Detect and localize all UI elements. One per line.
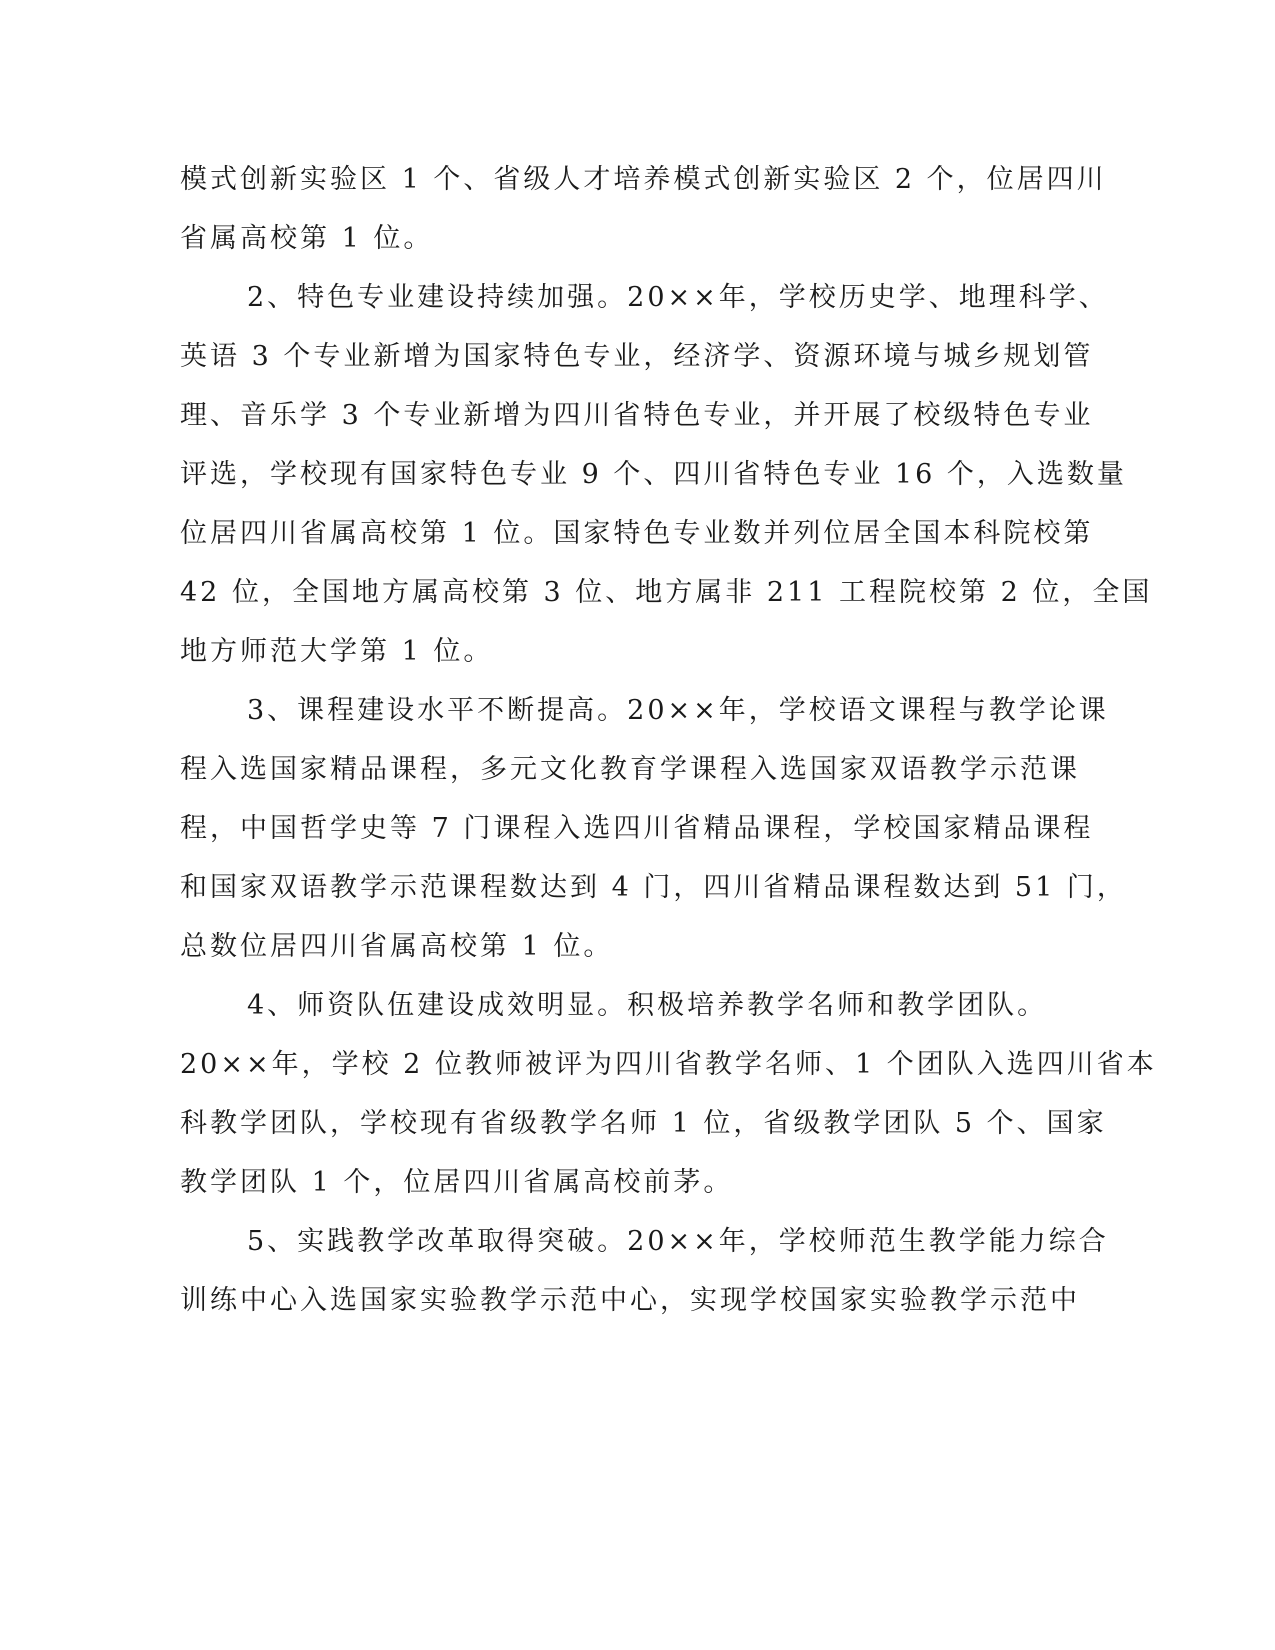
paragraph-2-start: 2、特色专业建设持续加强。20××年，学校历史学、地理科学、 bbox=[247, 282, 1109, 313]
paragraph-5-start: 5、实践教学改革取得突破。20××年，学校师范生教学能力综合 bbox=[247, 1226, 1109, 1257]
text-line: 评选，学校现有国家特色专业 9 个、四川省特色专业 16 个，入选数量 bbox=[180, 459, 1127, 490]
text-line: 总数位居四川省属高校第 1 位。 bbox=[180, 931, 614, 962]
text-line: 模式创新实验区 1 个、省级人才培养模式创新实验区 2 个，位居四川 bbox=[180, 164, 1107, 195]
text-line: 科教学团队，学校现有省级教学名师 1 位，省级教学团队 5 个、国家 bbox=[180, 1108, 1107, 1139]
paragraph-3-start: 3、课程建设水平不断提高。20××年，学校语文课程与教学论课 bbox=[247, 695, 1109, 726]
document-page bbox=[180, 150, 1157, 1330]
paragraph-4-start: 4、师资队伍建设成效明显。积极培养教学名师和教学团队。 bbox=[247, 990, 1048, 1021]
text-line: 42 位，全国地方属高校第 3 位、地方属非 211 工程院校第 2 位，全国 bbox=[180, 577, 1153, 608]
text-line: 地方师范大学第 1 位。 bbox=[180, 636, 494, 667]
text-line: 训练中心入选国家实验教学示范中心，实现学校国家实验教学示范中 bbox=[180, 1285, 1080, 1316]
text-line: 和国家双语教学示范课程数达到 4 门，四川省精品课程数达到 51 门， bbox=[180, 872, 1127, 903]
text-line: 位居四川省属高校第 1 位。国家特色专业数并列位居全国本科院校第 bbox=[180, 518, 1094, 549]
text-line: 英语 3 个专业新增为国家特色专业，经济学、资源环境与城乡规划管 bbox=[180, 341, 1094, 372]
text-line: 省属高校第 1 位。 bbox=[180, 223, 434, 254]
text-line: 理、音乐学 3 个专业新增为四川省特色专业，并开展了校级特色专业 bbox=[180, 400, 1094, 431]
text-line: 教学团队 1 个，位居四川省属高校前茅。 bbox=[180, 1167, 734, 1198]
text-line: 20××年，学校 2 位教师被评为四川省教学名师、1 个团队入选四川省本 bbox=[180, 1049, 1157, 1080]
text-line: 程，中国哲学史等 7 门课程入选四川省精品课程，学校国家精品课程 bbox=[180, 813, 1094, 844]
text-line: 程入选国家精品课程，多元文化教育学课程入选国家双语教学示范课 bbox=[180, 754, 1080, 785]
